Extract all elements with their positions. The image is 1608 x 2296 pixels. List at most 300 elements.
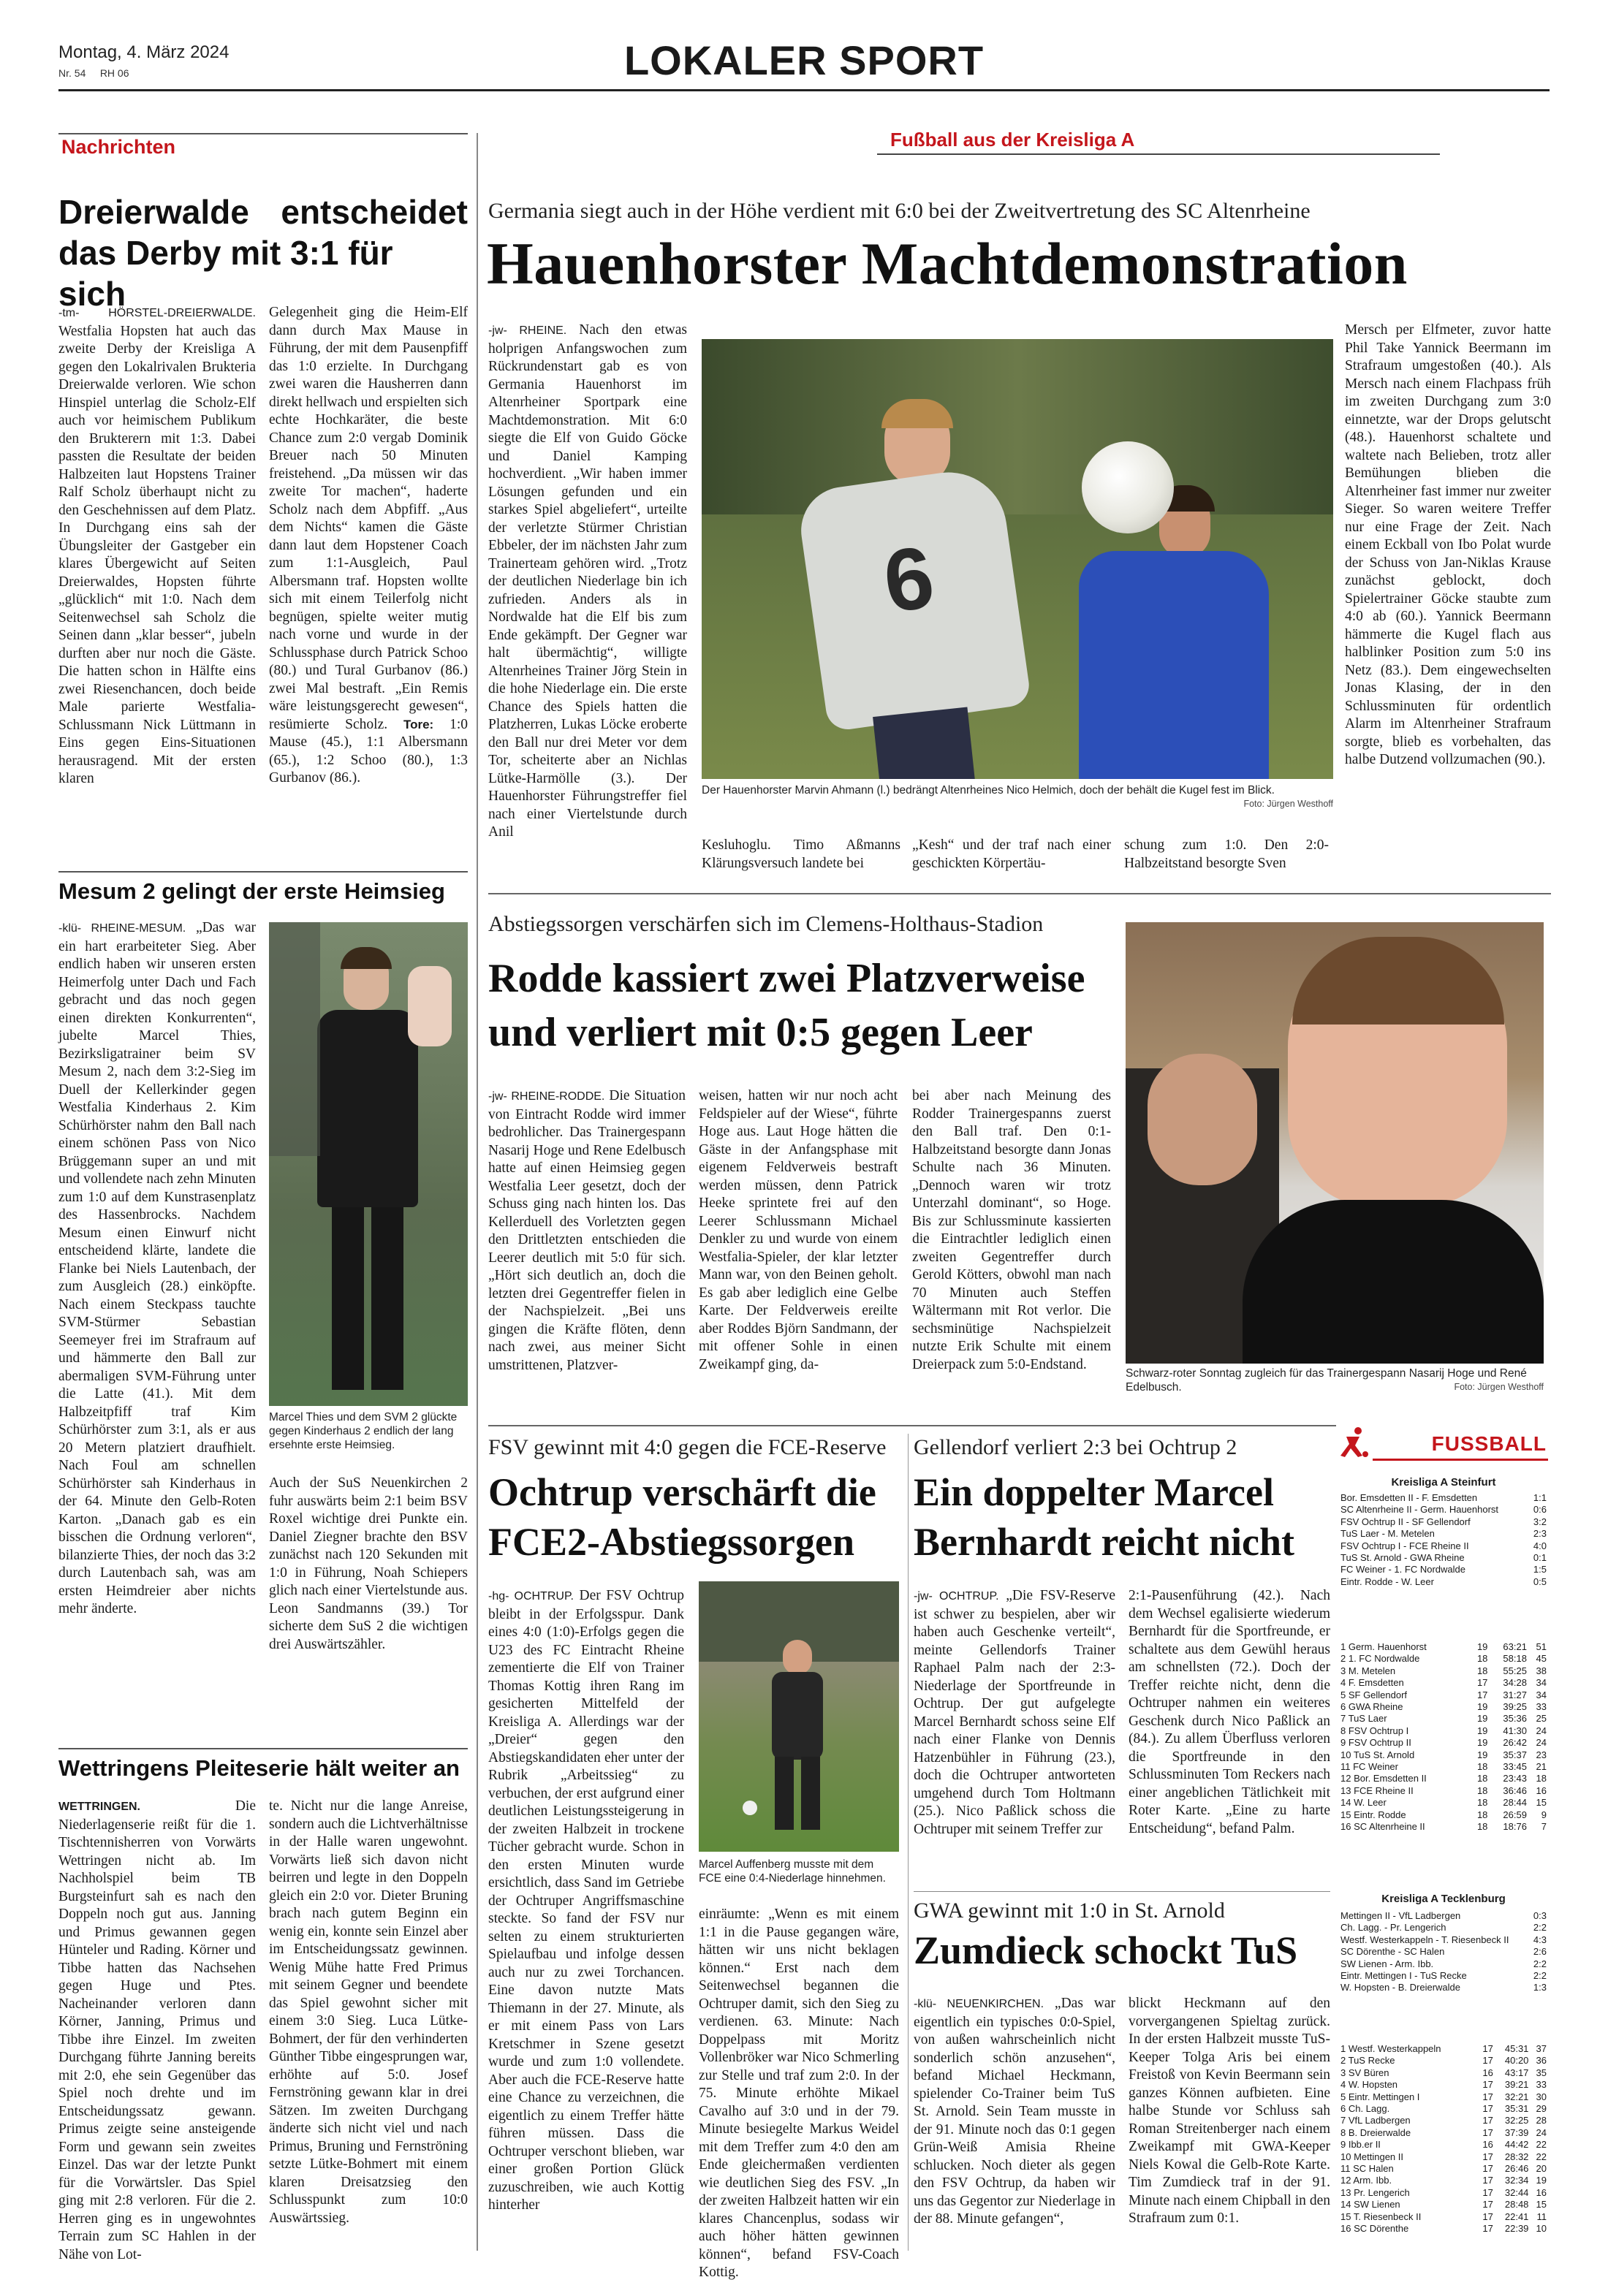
team-cell: 15 Eintr. Rodde [1340,1809,1406,1820]
main-text-4: schung zum 1:0. Den 2:0-Halbzeitstand besorgte Sven [1124,837,1329,871]
main-under-photo-3 [1124,837,1329,873]
value-cell: 15 [1536,2199,1547,2211]
team-cell: 7 VfL Ladbergen [1340,2115,1411,2126]
value-cell: 17 [1482,2175,1493,2186]
second-text-2: weisen, hatten wir nur noch acht Feldspieler auf der Wiese“, führte Hoge aus. Laut Hoge hätten die Gäste in der Anfangsphase mit eigenem Feldverweis bestraft werden müssen, denn Patrick Heeke sprintete frei auf den Leerer Schlussmann Michael Denkler zu und wurde von einem Westfalia-Spieler, der klar letzter Mann war, von den Beinen geholt. Es gab aber lediglich eine Gelbe Karte. Der Feldverweis ereilte aber Roddes Björn Sandmann, der mit offener Sohle in einen Zweikampf ging, da- [699,1088,898,1372]
section-title: LOKALER SPORT [623,37,985,83]
standings-row [1339,1665,1548,1677]
value-cell: 15 [1536,1797,1547,1809]
standings-row [1339,2055,1548,2067]
value-cell: 19 [1476,1749,1488,1760]
ochtrup-headline-line2: FCE2-Abstiegssorgen [488,1520,854,1564]
standings-row [1339,1677,1548,1689]
value-cell: 2:2 [1533,1958,1547,1969]
team-cell: 14 W. Leer [1340,1797,1387,1809]
value-cell: 17 [1476,1677,1488,1689]
left-column-divider [477,133,478,2251]
second-photo [1126,922,1544,1364]
value-cell: 58:18 [1503,1653,1527,1665]
value-cell: 23 [1536,1749,1547,1760]
team-cell: 6 Ch. Lagg. [1340,2103,1390,2115]
value-cell: 17 [1482,2079,1493,2091]
gwa-headline: Zumdieck schockt TuS [914,1928,1298,1972]
main-dateline: -jw- RHEINE. [488,324,567,337]
value-cell: 38 [1536,1665,1547,1676]
article2-headline: Mesum 2 gelingt der erste Heimsieg [58,878,445,904]
value-cell: 17 [1482,2055,1493,2067]
main-col4 [1345,322,1551,769]
team-cell: 1 Germ. Hauenhorst [1340,1641,1427,1652]
team-cell: 12 Bor. Emsdetten II [1340,1773,1427,1784]
team-cell: FC Weiner - 1. FC Nordwalde [1340,1564,1465,1575]
standings-row [1339,2151,1548,2163]
value-cell: 2:3 [1533,1528,1547,1540]
value-cell: 18 [1476,1761,1488,1773]
result-row [1339,1564,1548,1575]
football-logo-text: FUSSBALL [1431,1432,1547,1455]
team-cell: W. Hopsten - B. Dreierwalde [1340,1982,1461,1993]
value-cell: 28 [1536,2115,1547,2126]
value-cell: 20 [1536,2163,1547,2175]
value-cell: 36 [1536,2055,1547,2067]
value-cell: 29 [1536,2103,1547,2115]
value-cell: 2:6 [1533,1946,1547,1958]
standings-row [1339,2187,1548,2199]
team-cell: 2 TuS Recke [1340,2055,1395,2067]
value-cell: 9 [1541,1809,1547,1820]
standings-row [1339,1797,1548,1809]
standings-row [1339,1809,1548,1821]
result-row [1339,1528,1548,1540]
value-cell: 22 [1536,2151,1547,2162]
second-text-1: Die Situation von Eintracht Rodde wird immer bedrohlicher. Das Trainergespann Nasarij Hoge und Rene Edelbusch hatte auf einen Heimsieg gegen Westfalia Leer gesetzt, doch der Schuss ging nach hinten los. Das Kellerduell des Vorletzten gegen den Drittletzten entschieden die Leerer deutlich mit 5:0 für sich. „Hört sich deutlich an, doch die letzten drei Gegentreffer fielen in der Nachspielzeit. „Bei uns gingen die Kräfte flöten, denn nach zwei, aus meiner Sicht umstrittenen, Platzver- [488,1088,686,1373]
value-cell: 17 [1482,2223,1493,2235]
value-cell: 17 [1482,2043,1493,2054]
table1-results [1339,1492,1548,1588]
team-cell: FSV Ochtrup I - FCE Rheine II [1340,1540,1469,1551]
team-cell: Eintr. Mettingen I - TuS Recke [1340,1970,1467,1982]
result-row [1339,1910,1548,1922]
team-cell: 9 FSV Ochtrup II [1340,1737,1411,1749]
main-kicker: Germania siegt auch in der Höhe verdient mit 6:0 bei der Zweitvertretung des SC Altenrheine [488,199,1311,223]
main-text-1: Nach den etwas holprigen Anfangswochen zum Rückrundenstart gab es von Germania Hauenhorst im Altenrheiner Sportpark eine Machtdemonstration. Mit 6:0 siegte die Elf von Guido Göcke und Daniel Kamping hochverdient. „Wir haben immer Lösungen gefunden und ein starkes Spiel abgeliefert“, urteilte der verletzte Stürmer Christian Ebbeler, der im nächsten Jahr zum Trainerteam gehören wird. „Trotz der deutlichen Niederlage bin ich zufrieden. Anders als in Nordwalde hat die Elf bis zum Ende gekämpft. Der Gegner war halt übermächtig“, willigte Altenrheines Trainer Jörg Stein in die hohe Niederlage ein. Die erste Chance des Spiels hatten die Platzherren, Lukas Löcke eroberte den Ball nur drei Meter vor dem Tor, scheiterte aber an Nichlas Lütke-Harmölle (3.). Der Hauenhorster Führungstreffer fiel nach einer Viertelstunde durch Anil [488,322,687,840]
main-caption [702,783,1333,811]
article2-top-rule [58,871,468,873]
value-cell: 32:44 [1504,2186,1529,2198]
value-cell: 24 [1536,2126,1547,2138]
value-cell: 35:36 [1503,1713,1527,1725]
main-text-5: Mersch per Elfmeter, zuvor hatte Phil Take Yannick Beermann im Strafraum umgestoßen (40.). Als Mersch nach einem Flachpass früh im zweiten Durchgang zum 3:0 einnetzte, war der Drops gelutscht (48.). Hauenhorst schaltete und waltete nach Belieben, trotz aller Bemühungen blieben die Altenrheiner fast immer nur zweiter Sieger. So waren weitere Treffer nur eine Frage der Zeit. Nach einem Eckball von Ibo Polat wurde der Schuss von Jan-Niklas Krause zunächst geblockt, doch Spielertrainer Göcke staubte zum 4:0 ab (60.). Yannick Beermann hämmerte die Kugel flach aus halblinker Position zum 5:0 ins Netz (83.). Dem eingewechselten Jonas Klasing, der in den Schlussminuten für ordentlich Alarm im Altenrheiner Strafraum sorgte, blieb es vorbehalten, das halbe Dutzend vollzumachen (90.). [1345,322,1551,767]
team-cell: 9 Ibb.er II [1340,2139,1381,2151]
ochtrup-dateline: -hg- OCHTRUP. [488,1590,574,1603]
standings-row [1339,1737,1548,1749]
ochtrup-text-2: einräumte: „Wenn es mit einem 1:1 in die Pause gegangen wäre, hätten wir uns nicht beklagen können.“ Erst nach dem Seitenwechsel begannen die Ochtruper damit, sich den Sieg zu verdienen. 63. Minute: Nach Doppelpass mit Moritz Vollenbröker war Nico Schmerling zur Stelle und traf zum 2:0. In der 75. Minute erhöhte Mikael Cavalho auf 3:0 und in der 79. Minute besiegelte Markus Weidel mit dem Treffer zum 4:0 den am Ende gleichermaßen verdienten wie deutlichen Sieg des FSV. „In der zweiten Halbzeit hatten wir ein klares Chancenplus, sodass wir auch höher hätten gewinnen können“, befand FSV-Coach Kottig. [699,1907,899,2280]
value-cell: 4:0 [1533,1540,1547,1551]
value-cell: 19 [1476,1713,1488,1725]
value-cell: 43:17 [1504,2067,1529,2078]
main-caption-text: Der Hauenhorster Marvin Ahmann (l.) bedrängt Altenrheines Nico Helmich, doch der behält die Kugel fest im Blick. [702,784,1275,797]
standings-row [1339,1761,1548,1773]
value-cell: 63:21 [1503,1641,1527,1652]
value-cell: 16 [1536,1784,1547,1796]
value-cell: 18 [1536,1773,1547,1784]
standings-row [1339,1821,1548,1833]
value-cell: 17 [1476,1689,1488,1700]
value-cell: 0:5 [1533,1575,1547,1587]
table1-standings [1339,1641,1548,1833]
article2-photo [269,922,468,1406]
gwa-col2 [1129,1995,1330,2228]
value-cell: 7 [1541,1821,1547,1833]
runner-icon [1339,1426,1368,1459]
gwa-kicker: GWA gewinnt mit 1:0 in St. Arnold [914,1898,1225,1923]
value-cell: 35 [1536,2067,1547,2078]
result-row [1339,1970,1548,1982]
second-headline-line2: und verliert mit 0:5 gegen Leer [488,1010,1033,1055]
value-cell: 17 [1482,2115,1493,2126]
standings-row [1339,2211,1548,2223]
value-cell: 33 [1536,2079,1547,2091]
second-col2 [699,1087,898,1374]
team-cell: 3 SV Büren [1340,2067,1389,2078]
article2-text-2: Auch der SuS Neuenkirchen 2 fuhr auswärts beim 2:1 beim BSV Roxel wichtige drei Punkte ein. Daniel Ziegner brachte den BSV zunächst nach 120 Sekunden mit 1:0 in Führung, Noah Schiepers glich nach einer Viertelstunde aus. Leon Sandmanns (39.) Tor sicherte dem SuS 2 die wichtigen drei Auswärtszähler. [269,1475,468,1652]
value-cell: 37:39 [1504,2126,1529,2138]
second-bottom-rule [488,1425,1336,1426]
gwa-col1 [914,1995,1115,2229]
article3-col1 [58,1798,256,2264]
value-cell: 22 [1536,2139,1547,2151]
value-cell: 39:21 [1504,2079,1529,2091]
value-cell: 17 [1482,2211,1493,2222]
issue-number: Nr. 54 [58,67,86,79]
gellendorf-headline-line1: Ein doppelter Marcel [914,1470,1274,1514]
team-cell: 13 Pr. Lengerich [1340,2186,1410,2198]
team-cell: FSV Ochtrup II - SF Gellendorf [1340,1516,1471,1527]
value-cell: 0:1 [1533,1552,1547,1564]
main-photo-credit: Foto: Jürgen Westhoff [1243,799,1333,809]
value-cell: 0:3 [1533,1910,1547,1921]
team-cell: 13 FCE Rheine II [1340,1784,1414,1796]
team-cell: 5 Eintr. Mettingen I [1340,2091,1420,2102]
value-cell: 32:34 [1504,2175,1529,2186]
ochtrup-col1 [488,1587,684,2215]
jersey-number: 6 [878,528,940,631]
article1-dateline: -tm- HÖRSTEL-DREIERWALDE. [58,307,256,319]
value-cell: 26:59 [1503,1809,1527,1820]
gellendorf-kicker: Gellendorf verliert 2:3 bei Ochtrup 2 [914,1435,1237,1459]
result-row [1339,1958,1548,1970]
edition-code: RH 06 [99,67,129,79]
team-cell: 7 TuS Laer [1340,1713,1387,1725]
value-cell: 51 [1536,1641,1547,1652]
team-cell: TuS Laer - M. Metelen [1340,1528,1435,1540]
article1-headline [58,191,468,314]
main-bottom-rule [488,893,1551,894]
team-cell: 5 SF Gellendorf [1340,1689,1408,1700]
value-cell: 22:39 [1504,2223,1529,2235]
team-cell: 15 T. Riesenbeck II [1340,2211,1422,2222]
standings-row [1339,2091,1548,2103]
article3-text-1: Die Niederlagenserie reißt für die 1. Tischtennisherren von Vorwärts Wettringen nicht ab. Im Nachholspiel beim TB Burgsteinfurt sah es nach den Doppeln noch gut aus. Janning und Primus gewannen gegen Hünteler und Rading. Körner und Tibbe hatten das Nachsehen gegen Huge und Ptes. Nacheinander verloren dann Körner, Janning, Primus und Tibbe ihre Einzel. Im zweiten Durchgang führte Janning bereits mit 2:0, ehe sein Gegenüber das Spiel noch drehte und im Entscheidungssatz gewann. Primus zeigte seine ansteigende Form und gewann sein zweites Einzel. Das war der letzte Punkt für die Vorwärtsler. Das Spiel ging mit 2:8 verloren. Für die 2. Herren ging es in ungewohntes Terrain zum SC Hahlen in der Nähe von Lot- [58,1798,256,2262]
team-cell: Bor. Emsdetten II - F. Emsdetten [1340,1492,1478,1503]
value-cell: 17 [1482,2151,1493,2162]
value-cell: 18 [1476,1809,1488,1820]
value-cell: 18 [1476,1773,1488,1784]
value-cell: 37 [1536,2043,1547,2054]
ochtrup-kicker: FSV gewinnt mit 4:0 gegen die FCE-Reserve [488,1435,887,1459]
football-logo [1339,1425,1548,1463]
article3-text-2: te. Nicht nur die lange Anreise, sondern auch die Lichtverhältnisse in der Halle waren ungewohnt. Vorwärts ließ sich davon nicht beirren und legte in den Doppeln gleich ein 2:0 vor. Dieter Bruning brach nach gutem Beginn ein wenig ein, konnte sein Einzel aber im Entscheidungssatz gewinnen. Wenig Mühe hatte Fred Primus mit seinem Gegner und beendete das Spiel gewohnt sicher mit einem 3:0 Sieg. Luca Lütke-Bohmert, der für den verhinderten Günther Tibbe eingesprungen war, erhöhte auf 5:0. Josef Fernströning gewann klar in drei Sätzen. Im zweiten Durchgang änderte sich nicht viel und nach Primus, Bruning und Fernströning setzte Lütke-Bohmert mit einem klaren Dreisatzsieg den Schlusspunkt zum 10:0 Auswärtssieg. [269,1798,468,2226]
team-cell: 10 Mettingen II [1340,2151,1403,2162]
standings-row [1339,2223,1548,2235]
article1-col1 [58,304,256,788]
second-headline [488,951,1085,1060]
kreisliga-section-label: Fußball aus der Kreisliga A [890,129,1135,151]
article1-text-2: Gelegenheit ging die Heim-Elf dann durch Max Mause in Führung, der mit dem Pausenpfiff das 1:0 erzielte. In Durchgang zwei waren die Hausherren dann direkt hellwach und erspielten sich echte Hochkaräter, die beste Chance zum 2:0 vergab Dominik Breuer nach 50 Minuten freistehend. „Da müssen wir das zweite Tor machen“, haderte Scholz nach dem Abpfiff. „Aus dem Nichts“ kamen die Gäste dann laut dem Hopstener Coach zum 1:1-Ausgleich, Paul Albersmann traf. Hopsten wollte sich mit einem Teilerfolg nicht begnügen, spielte weiter mutig nach vorne und wurde in der Schlussphase durch Patrick Schoo (80.) und Tural Gurbanov (86.) zwei Mal bestraft. „Ein Remis wäre leistungsgerecht gewesen“, resümierte Scholz. [269,305,468,732]
value-cell: 44:42 [1504,2139,1529,2151]
article2-dateline: -klü- RHEINE-MESUM. [58,922,186,935]
second-dateline: -jw- RHEINE-RODDE. [488,1090,605,1103]
value-cell: 18 [1476,1653,1488,1665]
table2-title: Kreisliga A Tecklenburg [1381,1893,1506,1905]
team-cell: SC Altenrheine II - Germ. Hauenhorst [1340,1504,1499,1516]
second-col3 [912,1087,1111,1374]
value-cell: 35:37 [1503,1749,1527,1760]
result-row [1339,1934,1548,1946]
value-cell: 26:46 [1504,2163,1529,2175]
value-cell: 10 [1536,2223,1547,2235]
value-cell: 16 [1536,2186,1547,2198]
second-photo-credit: Foto: Jürgen Westhoff [1454,1382,1544,1392]
article3-top-rule [58,1748,468,1749]
ochtrup-photo [699,1581,899,1852]
result-row [1339,1540,1548,1552]
standings-row [1339,1749,1548,1761]
standings-row [1339,2103,1548,2115]
team-cell: Eintr. Rodde - W. Leer [1340,1575,1434,1587]
second-caption [1126,1366,1544,1394]
team-cell: Ch. Lagg. - Pr. Lengerich [1340,1922,1446,1934]
value-cell: 45 [1536,1653,1547,1665]
value-cell: 18 [1476,1821,1488,1833]
second-col1 [488,1087,686,1375]
team-cell: Mettingen II - VfL Ladbergen [1340,1910,1461,1921]
value-cell: 19 [1536,2175,1547,2186]
gwa-dateline: -klü- NEUENKIRCHEN. [914,1998,1044,2010]
second-kicker: Abstiegssorgen verschärfen sich im Clemens-Holthaus-Stadion [488,912,1044,936]
team-cell: 16 SC Altenrheine II [1340,1821,1425,1833]
value-cell: 32:25 [1504,2115,1529,2126]
team-cell: SC Dörenthe - SC Halen [1340,1946,1445,1958]
value-cell: 41:30 [1503,1725,1527,1736]
ochtrup-col2 [699,1906,899,2282]
team-cell: 8 B. Dreierwalde [1340,2126,1411,2138]
ochtrup-headline-line1: Ochtrup verschärft die [488,1470,876,1514]
gellendorf-headline-line2: Bernhardt reicht nicht [914,1520,1294,1564]
value-cell: 31:27 [1503,1689,1527,1700]
second-caption-text: Schwarz-roter Sonntag zugleich für das Trainergespann Nasarij Hoge und René Edelbusch. [1126,1367,1527,1394]
value-cell: 24 [1536,1737,1547,1749]
value-cell: 19 [1476,1737,1488,1749]
team-cell: 11 SC Halen [1340,2163,1394,2175]
value-cell: 32:21 [1504,2091,1529,2102]
article3-col2 [269,1798,468,2227]
value-cell: 16 [1482,2067,1493,2078]
value-cell: 17 [1482,2126,1493,2138]
value-cell: 19 [1476,1701,1488,1713]
gellendorf-bottom-rule [914,1891,1330,1892]
standings-row [1339,1641,1548,1653]
value-cell: 18 [1476,1784,1488,1796]
value-cell: 3:2 [1533,1516,1547,1527]
result-row [1339,1922,1548,1934]
gellendorf-col1 [914,1587,1115,1839]
value-cell: 45:31 [1504,2043,1529,2054]
ochtrup-text-1: Der FSV Ochtrup bleibt in der Erfolgsspur. Dank eines 4:0 (1:0)-Erfolgs gegen die U23 des FC Eintracht Rheine zementierte die Elf von Trainer Thomas Kottig ihren Rang im gesicherten Mittelfeld der Kreisliga A. Allerdings war der „Dreier“ gegen den Abstiegskandidaten eher unter der Rubrik „Arbeitssieg“ zu verbuchen, der erst aufgrund einer deutlichen Leistungssteigerung in der zweiten Halbzeit in trockene Tücher gebracht wurde. Schon in den ersten Minuten wurde ersichtlich, dass Sand im Getriebe der Ochtruper Angriffsmaschine steckte. So fand der FSV nur selten zu einem strukturierten Spielaufbau und infolge dessen auch nur zu zwei Torchancen. Eine davon nutzte Mats Thiemann in der 27. Minute, als er mit einem Pass von Lars Kretschmer in Szene gesetzt wurde und zum 1:0 vollendete. Aber auch die FCE-Reserve hatte eine Chance zu verzeichnen, die eigentlich zu einem Treffer hätte führen müssen. Dass die Ochtruper verschont blieben, war einer großen Portion Glück zuzuschreiben, wie auch Kottig hinterher [488,1588,685,2213]
article2-caption: Marcel Thies und dem SVM 2 glückte gegen Kinderhaus 2 endlich der lang ersehnte erste Heimsieg. [269,1411,458,1451]
value-cell: 18:76 [1503,1821,1527,1833]
table1-title: Kreisliga A Steinfurt [1391,1476,1496,1489]
value-cell: 17 [1482,2186,1493,2198]
value-cell: 26:42 [1503,1737,1527,1749]
second-text-3: bei aber nach Meinung des Rodder Trainergespanns zuerst den Ball traf. Den 0:1-Halbzeitstand besorgte dann Jonas Schulte nach 36 Minuten. „Dennoch waren wir trotz Unterzahl dominant“, so Hoge. Bis zur Schlussminute kassierten die Eintrachtler lediglich einen zweiten Gegentreffer durch Gerold Kötters, obwohl man nach 70 Minuten auch Steffen Wältermann mit Rot verlor. Die sechsminütige Nachspielzeit nutzte Erik Schulte mit einem Dreierpack zum 5:0-Endstand. [912,1088,1111,1372]
standings-row [1339,1785,1548,1797]
ochtrup-gellendorf-divider [908,1434,909,2251]
value-cell: 1:3 [1533,1982,1547,1993]
gellendorf-dateline: -jw- OCHTRUP. [914,1590,999,1603]
article1-col2 [269,304,468,788]
standings-row [1339,2043,1548,2055]
gwa-text-1: „Das war eigentlich ein typisches 0:0-Spiel, von außen wahrscheinlich nicht sonderlich schön anzusehen“, befand Michael Heckmann, spielender Co-Trainer beim TuS St. Arnold. Sein Team musste in der 91. Minute noch das 0:1 gegen Grün-Weiß Amisia Rheine schlucken. Noch dieter als gegen den FSV Ochtrup, da haben wir uns das Gegentor zur Niederlage in der 88. Minute gefangen“, [914,1996,1116,2227]
value-cell: 34:28 [1503,1677,1527,1689]
main-under-photo-1 [702,837,900,873]
value-cell: 11 [1536,2211,1547,2222]
team-cell: 16 SC Dörenthe [1340,2223,1409,2235]
value-cell: 28:48 [1504,2199,1529,2211]
standings-row [1339,2163,1548,2175]
standings-row [1339,2079,1548,2091]
team-cell: 8 FSV Ochtrup I [1340,1725,1409,1736]
value-cell: 1:5 [1533,1564,1547,1575]
gellendorf-headline [914,1467,1294,1567]
standings-row [1339,2127,1548,2139]
standings-row [1339,1713,1548,1725]
main-photo [702,339,1333,779]
result-row [1339,1516,1548,1528]
value-cell: 21 [1536,1761,1547,1773]
value-cell: 16 [1482,2139,1493,2151]
value-cell: 34 [1536,1689,1547,1700]
masthead-rule [58,89,1550,91]
value-cell: 1:1 [1533,1492,1547,1503]
team-cell: SW Lienen - Arm. Ibb. [1340,1958,1434,1969]
value-cell: 28:44 [1503,1797,1527,1809]
table2-results [1339,1910,1548,1994]
value-cell: 24 [1536,1725,1547,1736]
article2-col2 [269,1475,468,1654]
value-cell: 22:41 [1504,2211,1529,2222]
value-cell: 18 [1476,1665,1488,1676]
value-cell: 4:3 [1533,1934,1547,1945]
team-cell: 10 TuS St. Arnold [1340,1749,1415,1760]
article1-goals: 1:0 Mause (45.), 1:1 Albersmann (65.), 1:2 Schoo (80.), 1:3 Gurbanov (86.). [269,716,468,786]
value-cell: 23:43 [1503,1773,1527,1784]
article2-text-1: „Das war ein hart erarbeiteter Sieg. Aber endlich haben wir unseren ersten Heimerfolg unter Dach und Fach gebracht und das noch gegen einen direkten Konkurrenten“, jubelte Marcel Thies, Bezirksligatrainer beim SV Mesum 2, nach dem 3:2-Sieg im Duell der Kellerkinder gegen Westfalia Kinderhaus 2. Kim Schürhörster nahm den Ball nach einem schönen Pass von Nico Brüggemann super an und mit und vollendete nach zehn Minuten zum 1:0 auf dem Kunstrasenplatz des Hassenbrocks. Nachdem Mesum einen Einwurf nicht entscheidend klärte, landete die Flanke bei Niels Lautenbach, der zum Ausgleich (28.) einköpfte. Nach einem Steckpass tauchte SVM-Stürmer Sebastian Seemeyer frei im Strafraum auf und hämmerte den Ball zur abermaligen SVM-Führung unter die Latte (41.). Mit dem Halbzeitpfiff traf Kim Schürhörster zum 3:1, als er aus 20 Metern platziert draufhielt. Nach Foul am schnellen Schürhörster sah Kinderhaus in der 64. Minute den Gelb-Roten Karton. „Danach gab es ein bisschen die Ordnung verloren“, bilanzierte Thies, der noch das 3:2 durch Lautenbach sah, was am ersten Heimdreier aber nichts mehr änderte. [58,920,256,1616]
result-row [1339,1552,1548,1564]
team-cell: 12 Arm. Ibb. [1340,2175,1392,2186]
value-cell: 30 [1536,2091,1547,2102]
value-cell: 17 [1482,2091,1493,2102]
value-cell: 40:20 [1504,2055,1529,2067]
value-cell: 35:31 [1504,2103,1529,2115]
main-headline: Hauenhorster Machtdemonstration [487,230,1408,297]
article2-col1 [58,919,256,1619]
value-cell: 55:25 [1503,1665,1527,1676]
team-cell: TuS St. Arnold - GWA Rheine [1340,1552,1465,1564]
ochtrup-caption: Marcel Auffenberg musste mit dem FCE eine 0:4-Niederlage hinnehmen. [699,1858,886,1885]
article1-text-1: Westfalia Hopsten hat auch das zweite Derby der Kreisliga A gegen den Lokalrivalen Brukteria Dreierwalde verloren. Wie schon Hinspiel unterlag die Scholz-Elf auch vor heimischem Publikum den Brukterern mit 1:3. Dabei passten die Resultate der beiden Halbzeiten laut Hopstens Trainer Ralf Scholz überhaupt nicht zu den Geschehnissen auf dem Platz. In Durchgang eins sah der Übungsleiter der Gastgeber ein klares Übergewicht auf Seiten Dreierwaldes, Hopsten führte „glücklich“ mit 1:0. Nach dem Seitenwechsel sah Scholz die Seinen dann „klar besser“, jubeln durften aber nur noch die Gäste. Die hatten schon in Hälfte eins zwei Riesenchancen, doch beide Male parierte Westfalia-Schlussmann Nick Lüttmann in Eins gegen Eins-Situationen herausragend. Mit der ersten klaren [58,323,256,786]
value-cell: 2:2 [1533,1970,1547,1982]
value-cell: 33 [1536,1701,1547,1713]
kreisliga-section-rule [877,153,1440,155]
standings-row [1339,1653,1548,1665]
main-under-photo-2 [912,837,1111,873]
second-headline-line1: Rodde kassiert zwei Platzverweise [488,956,1085,1001]
main-text-3: „Kesh“ und der traf nach einer geschickten Körpertäu- [912,837,1111,871]
article3-dateline: WETTRINGEN. [58,1801,140,1813]
value-cell: 17 [1482,2199,1493,2211]
standings-row [1339,1689,1548,1701]
gellendorf-text-1: „Die FSV-Reserve ist schwer zu bespielen, aber wir haben auch Geschenke verteilt“, meinte Gellendorfs Trainer Raphael Palm nach der 2:3-Niederlage der Sportfreunde in Ochtrup. Der gut aufgelegte Marcel Bernhardt schoss seine Elf nach einer Flanke von Dennis Hatzenbühler in Führung (23.), doch die Ochtruper antworteten umgehend durch Tom Holtmann (25.). Nico Paßlick schoss die Ochtruper mit seinem Treffer zur [914,1588,1116,1837]
ochtrup-headline [488,1467,876,1567]
nachrichten-top-rule [58,133,468,134]
team-cell: 3 M. Metelen [1340,1665,1396,1676]
team-cell: 6 GWA Rheine [1340,1701,1403,1713]
value-cell: 28:32 [1504,2151,1529,2162]
standings-row [1339,2067,1548,2079]
result-row [1339,1982,1548,1993]
value-cell: 19 [1476,1641,1488,1652]
article1-headline-line2: das Derby mit 3:1 für sich [58,234,393,313]
value-cell: 17 [1482,2163,1493,2175]
standings-row [1339,2115,1548,2126]
value-cell: 39:25 [1503,1701,1527,1713]
standings-row [1339,1773,1548,1784]
result-row [1339,1946,1548,1958]
team-cell: 1 Westf. Westerkappeln [1340,2043,1441,2054]
table2-standings [1339,2043,1548,2235]
article1-goals-label: Tore: [403,717,434,731]
result-row [1339,1576,1548,1588]
team-cell: 4 W. Hopsten [1340,2079,1398,2091]
main-text-2: Kesluhoglu. Timo Aßmanns Klärungsversuch landete bei [702,837,900,871]
standings-row [1339,1701,1548,1713]
nachrichten-label: Nachrichten [61,136,176,158]
team-cell: 4 F. Emsdetten [1340,1677,1404,1689]
value-cell: 2:2 [1533,1922,1547,1934]
gellendorf-col2 [1129,1587,1330,1838]
team-cell: Westf. Westerkappeln - T. Riesenbeck II [1340,1934,1509,1945]
value-cell: 34 [1536,1677,1547,1689]
value-cell: 25 [1536,1713,1547,1725]
value-cell: 19 [1476,1725,1488,1736]
result-row [1339,1504,1548,1516]
football-icon [1082,441,1174,533]
value-cell: 17 [1482,2103,1493,2115]
standings-row [1339,2199,1548,2211]
value-cell: 0:6 [1533,1504,1547,1516]
standings-row [1339,2175,1548,2186]
